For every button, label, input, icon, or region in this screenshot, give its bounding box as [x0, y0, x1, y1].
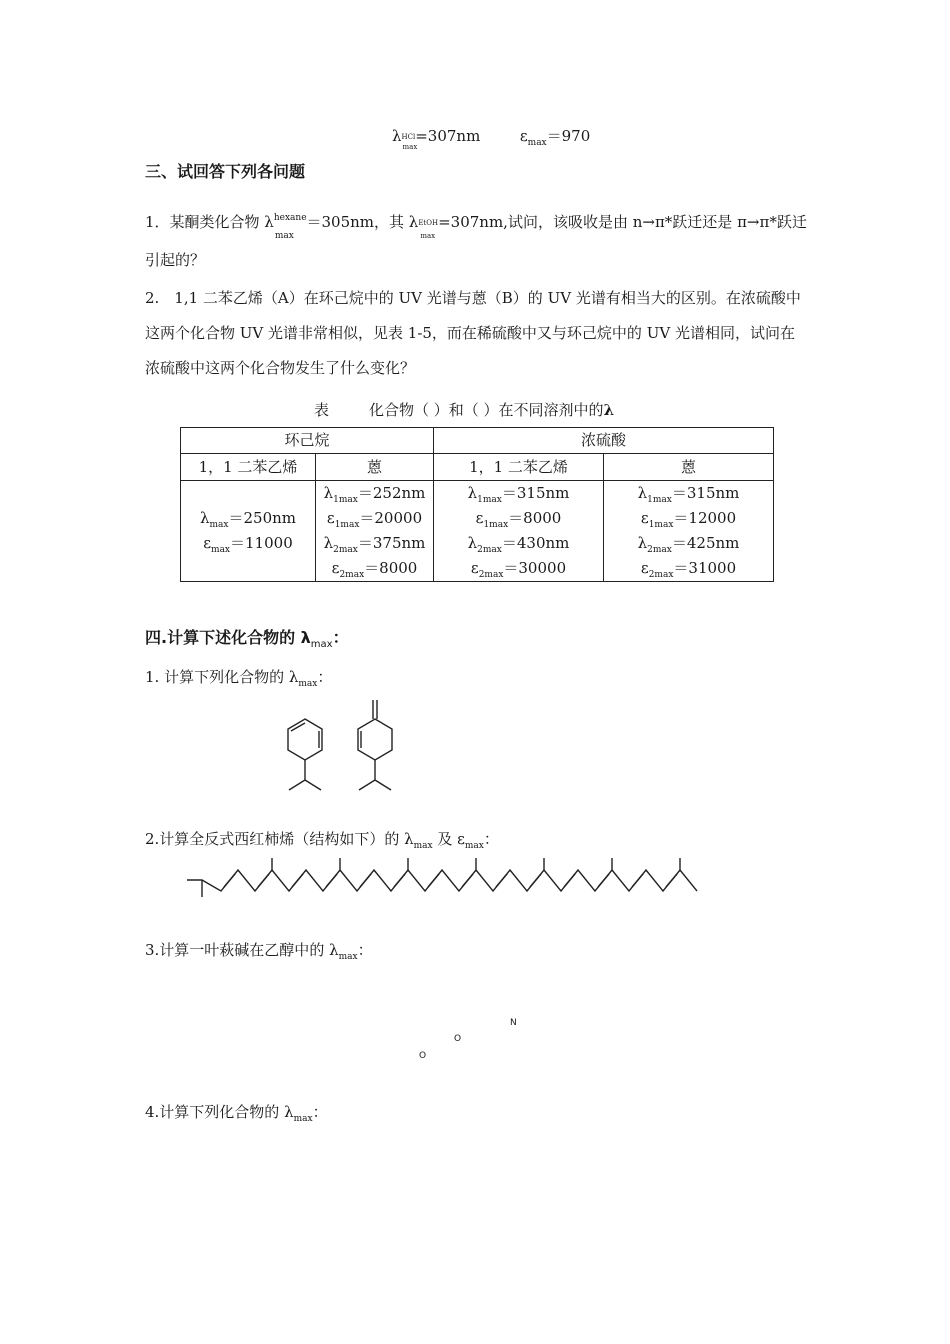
- table-caption: [314, 399, 614, 420]
- value-line: $\varepsilon_{max}=11000$: [203, 534, 293, 555]
- section-four-title: 四.计算下述化合物的 $\lambda_{max}$：: [145, 628, 349, 651]
- double-bond: [258, 874, 269, 887]
- lambda-max-sub: max: [402, 143, 418, 151]
- q31-hexane-sup: hexane: [273, 213, 307, 223]
- q31-max-sub1: max: [274, 231, 294, 241]
- lycopene-structure: [180, 858, 720, 918]
- double-bond: [564, 874, 575, 887]
- col-header-diphenylethylene-2: 1，1 二苯乙烯: [434, 454, 604, 481]
- caption-text: 化合物（ ）和（ ）在不同溶剂中的: [369, 401, 604, 419]
- q31-text-b: ＝305nm，其 λ: [306, 213, 419, 231]
- q31-text-a: 1．某酮类化合物 λ: [145, 213, 274, 231]
- question-3-1: [145, 205, 807, 278]
- col-header-anthracene-1: 蒽: [316, 454, 434, 481]
- col-header-diphenylethylene-1: 1，1 二苯乙烯: [181, 454, 316, 481]
- double-bond: [224, 874, 235, 887]
- epsilon-value: ＝970: [546, 127, 591, 145]
- double-bond: [598, 874, 609, 887]
- group-header-cyclohexane: 环己烷: [181, 428, 434, 454]
- epsilon-max-sub: max: [527, 138, 547, 148]
- col-header-anthracene-2: 蒽: [604, 454, 774, 481]
- epsilon-symbol: ε: [519, 127, 528, 145]
- lambda-value: =307nm: [415, 127, 481, 145]
- question-4-1: 1. 计算下列化合物的 $\lambda_{max}$：: [145, 668, 333, 689]
- value-line: $\lambda_{1max}=315nm$: [637, 484, 740, 505]
- question-4-3: 3.计算一叶萩碱在乙醇中的 $\lambda_{max}$：: [145, 941, 373, 962]
- value-line: $\lambda_{2max}=430nm$: [467, 534, 570, 555]
- double-bond: [462, 874, 473, 887]
- double-bond: [292, 874, 303, 887]
- q31-text-c: =307nm,试问，该吸收是由 n→π*跃迁还是 π→π*跃迁引起的？: [145, 213, 807, 269]
- value-line: $\varepsilon_{1max}=12000$: [640, 509, 737, 530]
- value-line: $\varepsilon_{2max}=30000$: [470, 559, 567, 580]
- value-line: $\lambda_{1max}=315nm$: [467, 484, 570, 505]
- methylenecyclohexene-isopropyl-structure: [358, 700, 392, 790]
- double-bond: [428, 874, 439, 887]
- section-three-title: 三、试回答下列各问题: [145, 162, 306, 181]
- double-bond: [530, 874, 541, 887]
- question-4-4: 4.计算下列化合物的 $\lambda_{max}$：: [145, 1103, 328, 1124]
- q31-etoh-sup: EtOH: [418, 219, 439, 227]
- double-bond: [632, 874, 643, 887]
- double-bond: [326, 874, 337, 887]
- cyclohexadiene-isopropyl-structure: [288, 719, 322, 790]
- cell-c2: [316, 481, 434, 582]
- lambda-solvent: HCl: [401, 133, 416, 141]
- value-line: $\varepsilon_{2max}=8000$: [331, 559, 418, 580]
- value-line: $\lambda_{2max}=425nm$: [637, 534, 740, 555]
- top-formula-line: [392, 125, 591, 151]
- q31-max-sub2: max: [420, 232, 436, 240]
- question-3-2: 2. 1,1 二苯乙烯（A）在环己烷中的 UV 光谱与蒽（B）的 UV 光谱有相当大的区别。在浓硫酸中这两个化合物 UV 光谱非常相似，见表 1-5，而在稀硫酸中又与环己烷中的 UV 光谱相同，试问在浓硫酸中这两个化合物发生了什么变化？: [145, 289, 801, 377]
- caption-lambda: λ: [603, 401, 615, 419]
- double-bond: [496, 874, 507, 887]
- value-line: $\varepsilon_{1max}=20000$: [326, 509, 423, 530]
- cell-c3: [434, 481, 604, 582]
- cell-c1: [181, 481, 316, 582]
- atom-label-o1: O: [454, 1034, 462, 1044]
- atom-label-n: N: [510, 1018, 517, 1028]
- value-line: $\lambda_{1max}=252nm$: [323, 484, 426, 505]
- structures-q4-1: [270, 700, 410, 810]
- value-line: $\varepsilon_{1max}=8000$: [475, 509, 562, 530]
- group-header-sulfuric-acid: 浓硫酸: [434, 428, 774, 454]
- double-bond: [360, 874, 371, 887]
- question-4-2: 2.计算全反式西红柿烯（结构如下）的 $\lambda_{max}$ 及 $\varepsilon_{max}$：: [145, 830, 499, 851]
- cell-c4: [604, 481, 774, 582]
- caption-prefix: 表: [314, 401, 330, 419]
- value-line: $\varepsilon_{2max}=31000$: [640, 559, 737, 580]
- value-line: $\lambda_{max}=250nm$: [199, 509, 296, 530]
- value-line: $\lambda_{2max}=375nm$: [323, 534, 426, 555]
- atom-label-o2: O: [419, 1051, 427, 1061]
- uv-spectra-table: [180, 427, 774, 582]
- lambda-symbol: λ: [392, 127, 402, 145]
- double-bond: [394, 874, 405, 887]
- double-bond: [666, 874, 677, 887]
